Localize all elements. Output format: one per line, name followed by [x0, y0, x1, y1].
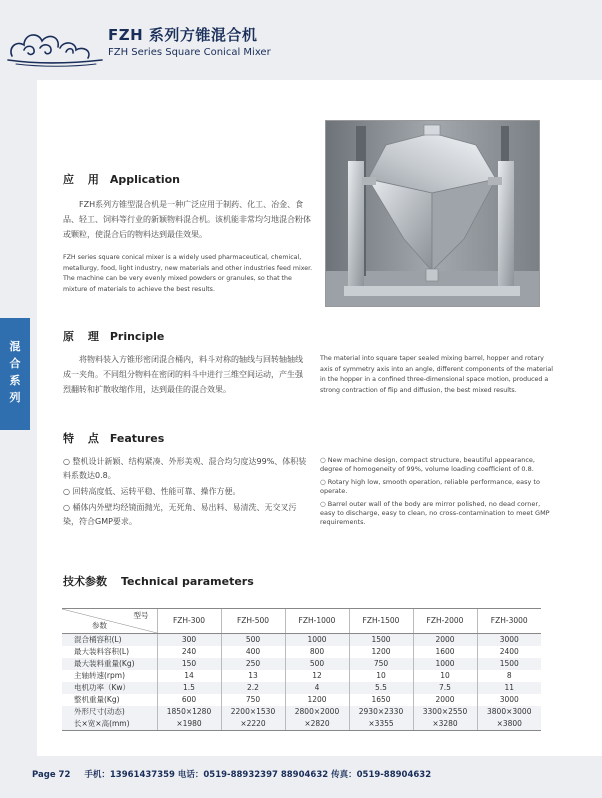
page-header	[0, 0, 602, 72]
table-corner-cell	[62, 609, 157, 634]
tech-heading	[63, 573, 254, 589]
dims-line: ×3355	[368, 719, 394, 728]
row-label: 最大装料容积(L)	[74, 647, 130, 656]
side-tab-label: 混合系列	[9, 340, 21, 404]
contact-info: 手机：13961437359 电话：0519-88932397 88904632 传真：0519-88904632	[84, 770, 432, 780]
table-cell: 1200	[285, 694, 349, 706]
dims-line: ×2220	[240, 719, 266, 728]
table-row	[62, 670, 541, 682]
table-cell: 13	[221, 670, 285, 682]
dims-line: 3800×3000	[487, 707, 532, 716]
application-heading	[63, 171, 180, 187]
tech-params-table	[62, 608, 541, 731]
corner-model-label: 型号	[133, 611, 149, 620]
row-label: 整机重量(Kg)	[74, 695, 120, 704]
application-text-cn: FZH系列方锥型混合机是一种广泛应用于制药、化工、冶金、食品、轻工、饲料等行业的新颖物料混合机。该机能非常均匀地混合粉体或颗粒，使混合后的物料达到最佳效果。	[63, 200, 311, 239]
table-row	[62, 658, 541, 670]
features-heading-cn: 特 点	[63, 432, 104, 445]
table-cell: 5.5	[349, 682, 413, 694]
model-header: FZH-3000	[477, 609, 541, 634]
table-cell: 500	[221, 634, 285, 647]
dims-line: ×2820	[304, 719, 330, 728]
table-row	[62, 646, 541, 658]
dims-line: 2800×2000	[294, 707, 340, 716]
row-label: 混合桶容积(L)	[62, 634, 157, 647]
table-cell	[349, 706, 413, 731]
principle-text-cn: 将物料装入方锥形密闭混合桶内，料斗对称的轴线与回转轴轴线成一夹角。不同组分物料在密闭的料斗中进行三维空间运动，产生强烈翻转和扩散收缩作用，达到最佳的混合效果。	[63, 355, 303, 394]
table-cell: 750	[349, 658, 413, 670]
application-text-en: FZH series square conical mixer is a widely used pharmaceutical, chemical, metallurgy, food, light industry, new materials and other industries feed mixer. The machine can be very evenly mixed powders or granules, so that the mixture of materials to achieve the best results.	[63, 254, 313, 293]
table-cell: 240	[157, 646, 221, 658]
tech-heading-en: Technical parameters	[121, 575, 254, 588]
row-label: 主轴转速(rpm)	[74, 671, 126, 680]
table-cell: 750	[221, 694, 285, 706]
feature-item-cn: ○ 桶体内外壁均经镜面抛光，无死角、易出料、易清洗、无交叉污染，符合GMP要求。	[63, 503, 297, 526]
cloud-logo-icon	[6, 18, 104, 68]
table-cell: 11	[477, 682, 541, 694]
dims-line: ×3280	[432, 719, 458, 728]
table-cell: 14	[157, 670, 221, 682]
model-header: FZH-1000	[285, 609, 349, 634]
mixer-illustration-icon	[326, 121, 539, 306]
dims-label-line: 长×宽×高(mm)	[74, 719, 130, 728]
table-cell: 8	[477, 670, 541, 682]
dims-line: 1850×1280	[166, 707, 212, 716]
dims-line: ×1980	[176, 719, 202, 728]
table-cell: 1200	[349, 646, 413, 658]
table-cell: 12	[285, 670, 349, 682]
table-cell: 10	[349, 670, 413, 682]
model-header: FZH-300	[157, 609, 221, 634]
table-cell: 1600	[413, 646, 477, 658]
table-cell	[221, 706, 285, 731]
application-heading-cn: 应 用	[63, 173, 104, 186]
table-cell: 2400	[477, 646, 541, 658]
page-footer	[32, 768, 431, 780]
model-header: FZH-500	[221, 609, 285, 634]
table-header-row	[62, 609, 541, 634]
application-heading-en: Application	[109, 173, 181, 186]
table-cell: 300	[157, 634, 221, 647]
table-cell: 250	[221, 658, 285, 670]
row-label-dimensions	[62, 706, 157, 731]
table-cell: 1000	[413, 658, 477, 670]
table-cell: 10	[413, 670, 477, 682]
principle-heading	[63, 328, 164, 344]
principle-text-en: The material into square taper sealed mixing barrel, hopper and rotary axis of symmetry axis into an angle, different components of the material in the hopper in a confined three-dimensional space motion, produced a strong contraction of flip and diffusion, the best mixed results.	[320, 355, 553, 394]
table-cell: 500	[285, 658, 349, 670]
dims-line: 2930×2330	[358, 707, 404, 716]
features-heading	[63, 430, 164, 446]
feature-item-cn: ○ 回转高度低、运转平稳、性能可靠、操作方便。	[63, 487, 241, 496]
table-cell: 4	[285, 682, 349, 694]
principle-heading-cn: 原 理	[63, 330, 104, 343]
dims-label-line: 外形尺寸(动态)	[74, 707, 125, 716]
row-label: 电机功率（Kw）	[62, 682, 157, 694]
category-side-tab	[0, 318, 30, 430]
row-label: 最大装料重量(Kg)	[62, 658, 157, 670]
dims-line: 3300×2550	[422, 707, 468, 716]
table-row	[62, 634, 541, 647]
feature-item-cn: ○ 整机设计新颖、结构紧凑、外形美观、混合均匀度达99%、体积装料系数达0.8。	[63, 457, 307, 480]
features-heading-en: Features	[109, 432, 165, 445]
table-cell: 400	[221, 646, 285, 658]
table-cell: 600	[157, 694, 221, 706]
table-cell	[477, 706, 541, 731]
table-cell: 7.5	[413, 682, 477, 694]
table-cell	[157, 706, 221, 731]
table-cell: 1000	[285, 634, 349, 647]
page-subtitle: FZH Series Square Conical Mixer	[108, 47, 271, 58]
table-cell: 3000	[477, 694, 541, 706]
model-header: FZH-2000	[413, 609, 477, 634]
table-cell: 2.2	[221, 682, 285, 694]
table-cell: 2000	[413, 634, 477, 647]
table-row-dimensions	[62, 706, 541, 731]
principle-heading-en: Principle	[109, 330, 165, 343]
tech-heading-cn: 技术参数	[63, 575, 107, 588]
table-row	[62, 694, 541, 706]
table-cell	[413, 706, 477, 731]
table-cell: 1650	[349, 694, 413, 706]
table-cell: 1500	[349, 634, 413, 647]
table-cell: 1.5	[157, 682, 221, 694]
dims-line: ×3800	[496, 719, 522, 728]
product-photo	[325, 120, 540, 307]
table-cell: 3000	[477, 634, 541, 647]
features-list-en	[320, 456, 555, 527]
table-cell: 150	[157, 658, 221, 670]
corner-param-label: 参数	[92, 621, 107, 630]
features-list-cn	[63, 455, 308, 529]
page-number: Page 72	[32, 770, 71, 780]
table-cell: 2000	[413, 694, 477, 706]
feature-item-en: ○ Rotary high low, smooth operation, reliable performance, easy to operate.	[320, 478, 540, 495]
table-cell: 1500	[477, 658, 541, 670]
feature-item-en: ○ New machine design, compact structure, beautiful appearance, degree of homogeneity of 99%, volume loading coefficient of 0.8.	[320, 456, 535, 473]
page-title: FZH 系列方锥混合机	[108, 26, 258, 44]
table-cell	[285, 706, 349, 731]
model-header: FZH-1500	[349, 609, 413, 634]
dims-line: 2200×1530	[230, 707, 276, 716]
table-row	[62, 682, 541, 694]
table-cell: 800	[285, 646, 349, 658]
feature-item-en: ○ Barrel outer wall of the body are mirror polished, no dead corner, easy to discharge, easy to clean, no cross-contamination to meet GMP requirements.	[320, 500, 550, 526]
